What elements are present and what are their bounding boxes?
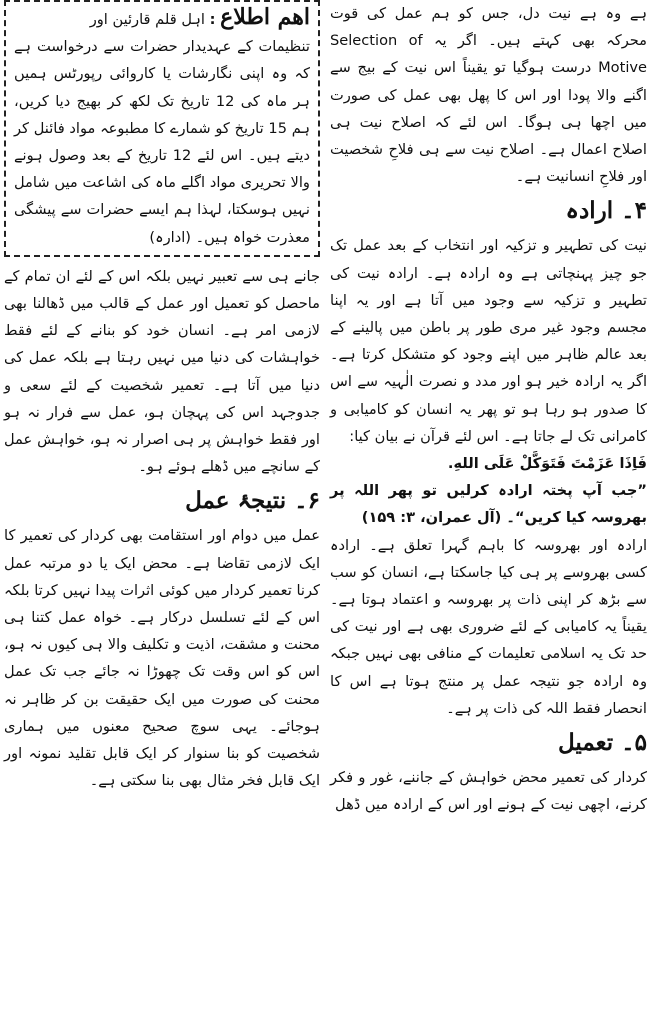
tameel-paragraph: کردار کی تعمیر محض خواہش کے جاننے، غور و فکر کرنے، اچھی نیت کے ہونے اور اس کے ارادہ میں ڈھل [330, 769, 647, 814]
natija-amal-paragraph: عمل میں دوام اور استقامت بھی کردار کی تعمیر کا ایک لازمی تقاضا ہے۔ محض ایک یا دو مرتبہ عمل کرنا تعمیر کردار میں کوئی اثرات پیدا نہیں کرتا بلکہ اس کے لئے تسلسل درکار ہے۔ خواہ عمل کتنا ہی محنت و مشقت، اذیت و تکلیف والا ہی کیوں نہ ہو، اس کو اس وقت تک چھوڑا نہ جائے جب تک عمل محنت کی صورت میں ایک حقیقت بن کر ظاہر نہ ہوجائے۔ یہی سوچ صحیح معنوں میں ہماری شخصیت کو بنا سنوار کر ایک قابل تقلید نمونہ اور ایک قابل فخر مثال بھی بنا سکتی ہے۔ [4, 527, 320, 790]
notice-body: تنظیمات کے عہدیدار حضرات سے درخواست ہے کہ وہ اپنی نگارشات یا کاروائی رپورٹس ہمیں ہر ماہ کی 12 تاریخ تک لکھ کر بھیج دیا کریں، ہم 15 تاریخ کو شمارے کا مطبوعہ مواد فائنل کر دیتے ہیں۔ اس لئے 12 تاریخ کے بعد وصول ہونے والا تحریری مواد اگلے ماہ کی اشاعت میں شامل نہیں ہوسکتا، لہذا ہم ایسے حضرات سے پیشگی معذرت خواہ ہیں۔ (ادارہ) [14, 38, 310, 246]
heading-tameel: ۵۔ تعمیل [558, 729, 647, 757]
intro-paragraph: ہے وہ ہے نیت دل، جس کو ہم عمل کی قوت محرکہ بھی کہتے ہیں۔ اگر یہ Selection of Motive درست ہوگیا تو یقیناً اس نیت کے بیج سے اگنے والا پودا اور اس کا پھل بھی عمل کی صورت میں اچھا ہی ہوگا۔ اس لئے کہ اصلاح نیت ہی اصلاح اعمال ہے۔ اصلاح نیت سے ہی فلاحِ شخصیت اور فلاحِ انسانیت ہے۔ [330, 5, 647, 186]
notice-header [14, 4, 310, 33]
quran-verse: فَاِذَا عَزَمْتَ فَتَوَکَّلْ عَلَی اللهِ. [447, 455, 647, 473]
verse-translation: ”جب آپ پختہ ارادہ کرلیں تو پھر اللہ پر بھروسہ کیا کریں“۔ (آل عمران، ۳: ۱۵۹) [330, 482, 647, 527]
notice-separator: : [209, 11, 216, 28]
notice-title: اھم اطلاع [220, 4, 310, 30]
notice-lead: اہل قلم قارئین اور [89, 11, 205, 28]
irada-paragraph-2: ارادہ اور بھروسہ کا باہم گہرا تعلق ہے۔ ارادہ کسی بھروسے پر ہی کیا جاسکتا ہے، انسان کو سب سے بڑھ کر اپنی ذات پر بھروسہ و اعتماد ہوتا ہے۔ یقیناً یہ کامیابی کے لئے ضروری بھی ہے اور نیت کی حد تک یہ اسلامی تعلیمات کے منافی بھی نہیں جبکہ وہ ارادہ جو نتیجہ عمل پر منتج ہوتا ہے اس کا انحصار فقط اللہ کی ذات پر ہے۔ [330, 536, 647, 717]
right-column [330, 0, 647, 818]
irada-paragraph-1: نیت کی تطہیر و تزکیہ اور انتخاب کے بعد عمل تک جو چیز پہنچاتی ہے وہ ارادہ ہے۔ ارادہ نیت کی تطہیر و تزکیہ سے وجود میں آتا ہے اور یہ اپنا مجسم وجود غیر مری طور پر باطن میں پالینے کے بعد عالم ظاہر میں اپنے وجود کو متشکل کرتا ہے۔ اگر یہ ارادہ خیر ہو اور مدد و نصرت الٰہیہ سے اس کا صدور ہو رہا ہو تو پھر یہ انسان کو کامیابی و کامرانی تک لے جاتا ہے۔ اس لئے قرآن نے بیان کیا: [330, 237, 647, 445]
heading-natija-amal: ۶۔ نتیجۂ عمل [185, 487, 320, 515]
important-notice-box [4, 0, 320, 257]
heading-irada: ۴۔ ارادہ [565, 197, 647, 225]
left-column [4, 0, 320, 794]
continued-paragraph: جانے ہی سے تعبیر نہیں بلکہ اس کے لئے ان تمام کے ماحصل کو تعمیل اور عمل کے قالب میں ڈھالنا بھی لازمی امر ہے۔ انسان خود کو بنانے کے لئے فقط خواہشات کی دنیا میں نہیں رہتا ہے بلکہ عمل کی دنیا میں آتا ہے۔ تعمیر شخصیت کے لئے سعی و جدوجہد اس کی پہچان ہو، عمل سے فرار نہ ہو اور فقط خواہش پر ہی اصرار نہ ہو، خواہش عمل کے سانچے میں ڈھلے ہوئے ہو۔ [4, 267, 320, 476]
